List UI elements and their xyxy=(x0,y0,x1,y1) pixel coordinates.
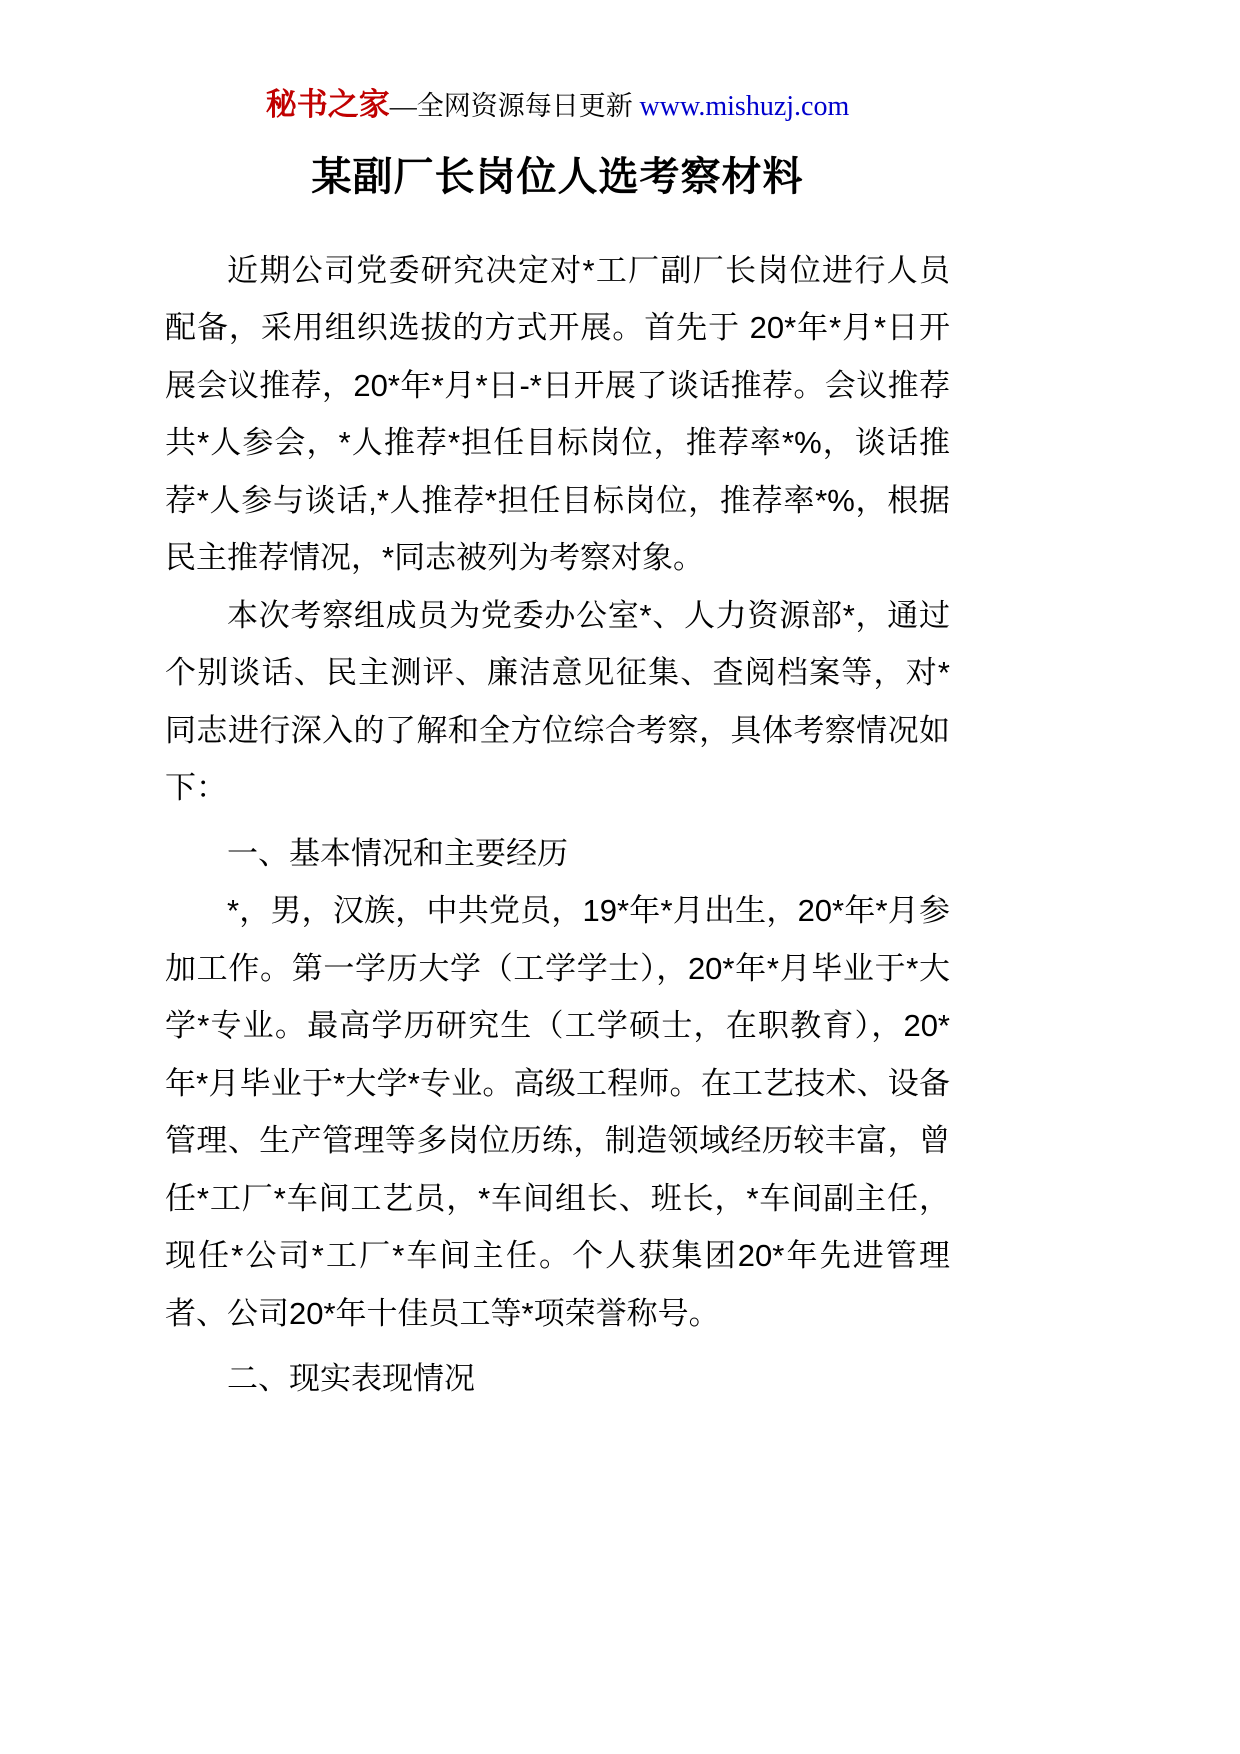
site-brand: 秘书之家 xyxy=(265,87,390,122)
paragraph-inspection-team: 本次考察组成员为党委办公室*、人力资源部*，通过个别谈话、民主测评、廉洁意见征集、查阅档案等，对*同志进行深入的了解和全方位综合考察，具体考察情况如下： xyxy=(165,597,950,806)
section-heading-performance: 二、现实表现情况 xyxy=(227,1361,475,1397)
section-heading-basic-info: 一、基本情况和主要经历 xyxy=(227,835,568,871)
document-title: 某副厂长岗位人选考察材料 xyxy=(311,154,804,199)
site-url[interactable]: www.mishuzj.com xyxy=(639,91,850,122)
paragraph-recommendation-process: 近期公司党委研究决定对*工厂副厂长岗位进行人员配备，采用组织选拔的方式开展。首先于 20*年*月*日开展会议推荐，20*年*月*日-*日开展了谈话推荐。会议推荐共*人参会，*人推荐*担任目标岗位，推荐率*%，谈话推荐*人参与谈话,*人推荐*担任目标岗位，推荐率*%，根据民主推荐情况，*同志被列为考察对象。 xyxy=(165,252,950,576)
site-tagline: —全网资源每日更新 xyxy=(389,91,640,121)
paragraph-basic-info: *，男，汉族，中共党员，19*年*月出生，20*年*月参加工作。第一学历大学（工学学士），20*年*月毕业于*大学*专业。最高学历研究生（工学硕士，在职教育），20*年*月毕业于*大学*专业。高级工程师。在工艺技术、设备管理、生产管理等多岗位历练，制造领域经历较丰富，曾任*工厂*车间工艺员，*车间组长、班长，*车间副主任，现任*公司*工厂*车间主任。个人获集团20*年先进管理者、公司20*年十佳员工等*项荣誉称号。 xyxy=(165,893,950,1331)
site-header xyxy=(165,86,950,125)
